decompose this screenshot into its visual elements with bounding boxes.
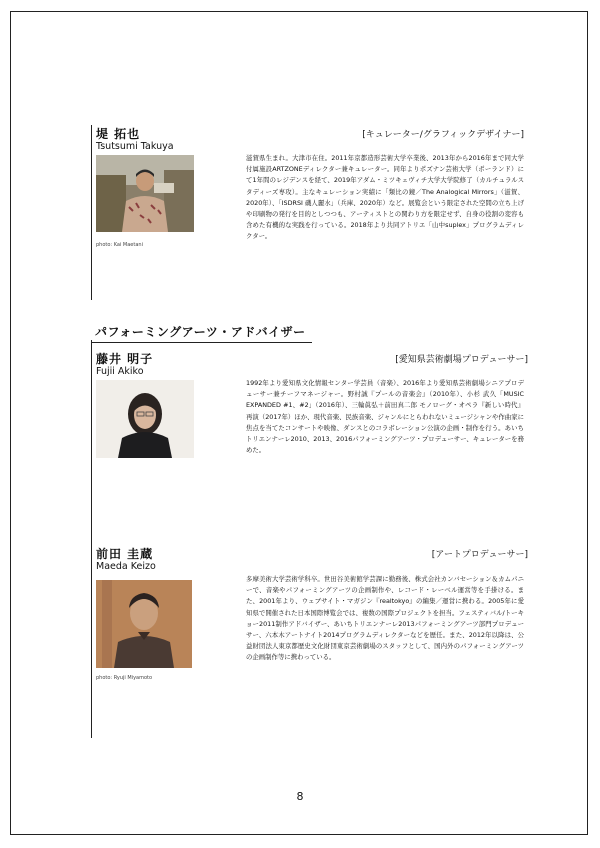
profile-3-name-ja: 前田 圭蔵 <box>96 547 154 561</box>
profile-2-name-en: Fujii Akiko <box>96 366 144 377</box>
profile-3-photo <box>96 580 192 668</box>
profile-1-bio: 滋賀県生まれ。大津市在住。2011年京都造形芸術大学卒業後、2013年から2016年まで同大学付属施設ARTZONEディレクター兼キュレーター。同年よりポズナン芸術大学（ポーランド）にて1年間のレジデンスを経て、2019年アダム・ミツキェヴィチ大学大学院修了（カルチュラルスタディーズ専攻）。主なキュレーション実績に「類比の鏡／The Analogical Mirrors」（滋賀、2020年）、「ISDRSI 磯人麗水」（兵庫、2020年）など。展覧会という限定された空間の立ち上げや印刷物の発行を目的としつつも、アーティストとの関わり方を限定せず、自身の役割の変容も含めた有機的な実践を行っている。2018年より共同アトリエ「山中suplex」プログラムディレクター。 <box>246 154 524 241</box>
section-rule <box>91 340 92 738</box>
profile-3-photo-credit: photo: Ryuji Miyamoto <box>96 675 153 681</box>
profile-1-photo-credit: photo: Kai Maetani <box>96 242 143 248</box>
profile-2-role: [愛知県芸術劇場プロデューサー] <box>395 355 528 365</box>
section-heading: パフォーミングアーツ・アドバイザー <box>91 323 312 343</box>
profile-2-name-ja: 藤井 明子 <box>96 352 154 366</box>
profile-1-role: [キュレーター/グラフィックデザイナー] <box>362 130 524 140</box>
profile-2-photo <box>96 380 194 458</box>
profile-1-photo <box>96 155 194 232</box>
profile-1-name-en: Tsutsumi Takuya <box>96 141 174 152</box>
profile-1-name-ja: 堤 拓也 <box>96 127 141 141</box>
profile-2-bio: 1992年より愛知県文化情報センター学芸員（音楽）、2016年より愛知県芸術劇場シニアプロデューサー兼チーフマネージャー。野村誠『プールの音楽会』（2010年）、小杉 武久「MUSIC EXPANDED #1、#2」（2016年）、三輪眞弘＋前田真二郎 モノローグ・オペラ『新しい時代』再演（2017年）ほか、現代音楽、民族音楽、ジャンルにとらわれないミュージシャンや作曲家に焦点を当てたコンサートや映像、ダンスとのコラボレーション公演の企画・制作を行う。あいちトリエンナーレ2010、2013、2016パフォーミングアーツ・プロデューサー、キュレーターを務めた。 <box>246 379 524 455</box>
page-number: 8 <box>296 790 304 803</box>
profile-3-name-en: Maeda Keizo <box>96 561 156 572</box>
profile-3-role: [アートプロデューサー] <box>431 550 528 560</box>
profile-3-bio: 多摩美術大学芸術学科卒。世田谷美術館学芸課に勤務後、株式会社カンバセーション＆カムパニーで、音楽やパフォーミングアーツの企画制作や、レコード・レーベル運営等を手掛ける。また、2001年より、ウェブサイト・マガジン『realtokyo』の編集／運営に携わる。2005年に愛知県で開催された日本国際博覧会では、複数の国際プロジェクトを担当。フェスティバル/トーキョー2011制作アドバイザー、あいちトリエンナーレ2013パフォーミングアーツ部門プロデューサー、六本木アートナイト2014プログラムディレクターなどを歴任。また、2012年以降は、公益財団法人東京都歴史文化財団東京芸術劇場のスタッフとして、国内外のパフォーミングアーツの企画制作等に携わっている。 <box>246 575 524 662</box>
profile-1-rule <box>91 125 92 300</box>
